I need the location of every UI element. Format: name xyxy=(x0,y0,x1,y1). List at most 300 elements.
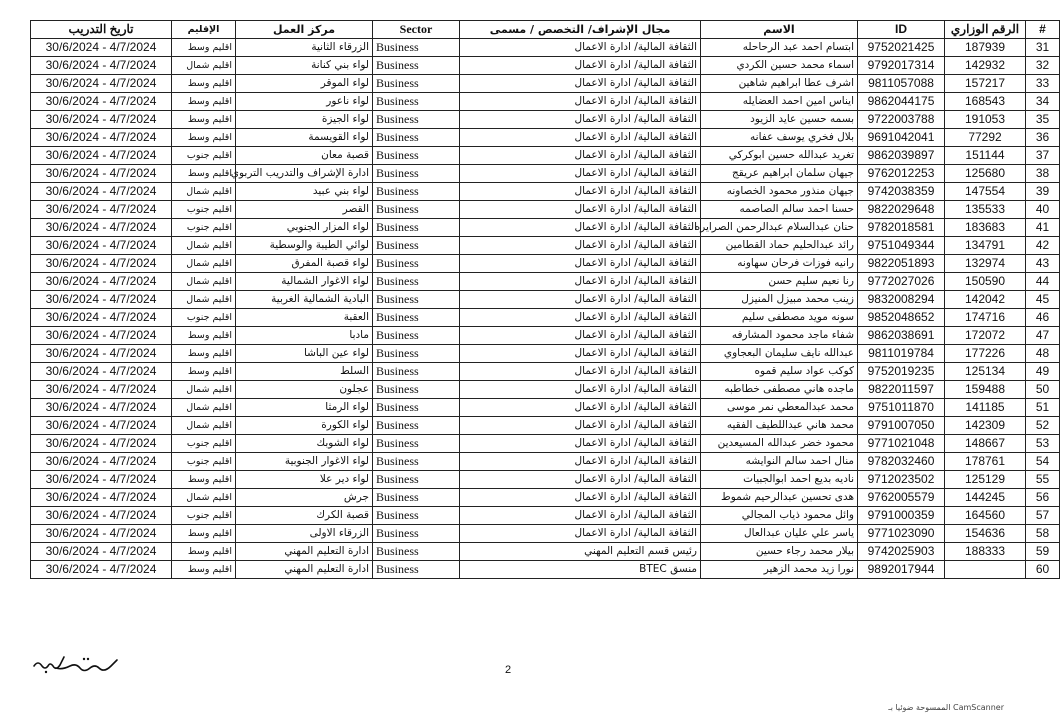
table-body xyxy=(31,39,1060,579)
cell-training-date: 30/6/2024 - 4/7/2024 xyxy=(31,93,172,111)
table-row xyxy=(31,39,1060,57)
cell-region: اقليم جنوب xyxy=(172,453,236,471)
cell-index: 60 xyxy=(1026,561,1060,579)
cell-sector: Business xyxy=(373,237,460,255)
cell-work-center: لواء قصبة المفرق xyxy=(236,255,373,273)
cell-sector: Business xyxy=(373,255,460,273)
cell-training-date: 30/6/2024 - 4/7/2024 xyxy=(31,165,172,183)
cell-index: 57 xyxy=(1026,507,1060,525)
cell-specialization: الثقافة المالية/ ادارة الاعمال xyxy=(460,489,701,507)
cell-name: رانيه فوزات فرحان سهاونه xyxy=(701,255,858,273)
cell-region: اقليم شمال xyxy=(172,255,236,273)
table-row xyxy=(31,417,1060,435)
table-row xyxy=(31,219,1060,237)
cell-specialization: الثقافة المالية/ ادارة الاعمال xyxy=(460,273,701,291)
table-row xyxy=(31,381,1060,399)
cell-index: 35 xyxy=(1026,111,1060,129)
cell-sector: Business xyxy=(373,327,460,345)
cell-name: جيهان سلمان ابراهيم عريقج xyxy=(701,165,858,183)
cell-name: بلال فخري يوسف عفانه xyxy=(701,129,858,147)
cell-region: اقليم شمال xyxy=(172,381,236,399)
cell-id: 9862039897 xyxy=(858,147,945,165)
cell-ministry-number: 141185 xyxy=(945,399,1026,417)
cell-id: 9772027026 xyxy=(858,273,945,291)
cell-id: 9892017944 xyxy=(858,561,945,579)
header-specialization: مجال الإشراف/ التخصص / مسمى xyxy=(460,21,701,39)
cell-work-center: عجلون xyxy=(236,381,373,399)
cell-index: 38 xyxy=(1026,165,1060,183)
cell-index: 47 xyxy=(1026,327,1060,345)
cell-name: عبدالله نايف سليمان البعجاوي xyxy=(701,345,858,363)
cell-ministry-number: 168543 xyxy=(945,93,1026,111)
cell-specialization: الثقافة المالية/ ادارة الاعمال xyxy=(460,183,701,201)
cell-sector: Business xyxy=(373,39,460,57)
table-row xyxy=(31,363,1060,381)
cell-work-center: لواء الاغوار الشمالية xyxy=(236,273,373,291)
cell-id: 9751049344 xyxy=(858,237,945,255)
cell-sector: Business xyxy=(373,129,460,147)
cell-work-center: لواء القويسمة xyxy=(236,129,373,147)
cell-work-center: لواء دير علا xyxy=(236,471,373,489)
cell-sector: Business xyxy=(373,291,460,309)
cell-name: اشرف عطا ابراهيم شاهين xyxy=(701,75,858,93)
cell-work-center: الزرقاء الاولى xyxy=(236,525,373,543)
cell-ministry-number: 132974 xyxy=(945,255,1026,273)
cell-region: اقليم جنوب xyxy=(172,435,236,453)
cell-work-center: لواء الرمثا xyxy=(236,399,373,417)
cell-ministry-number xyxy=(945,561,1026,579)
cell-region: اقليم جنوب xyxy=(172,309,236,327)
cell-index: 31 xyxy=(1026,39,1060,57)
cell-sector: Business xyxy=(373,507,460,525)
cell-ministry-number: 177226 xyxy=(945,345,1026,363)
cell-index: 45 xyxy=(1026,291,1060,309)
cell-sector: Business xyxy=(373,489,460,507)
cell-training-date: 30/6/2024 - 4/7/2024 xyxy=(31,561,172,579)
cell-work-center: القصر xyxy=(236,201,373,219)
cell-work-center: ادارة الإشراف والتدريب التربوي xyxy=(236,165,373,183)
table-row xyxy=(31,471,1060,489)
cell-sector: Business xyxy=(373,453,460,471)
cell-id: 9791000359 xyxy=(858,507,945,525)
cell-training-date: 30/6/2024 - 4/7/2024 xyxy=(31,507,172,525)
cell-id: 9762005579 xyxy=(858,489,945,507)
cell-specialization: الثقافة المالية/ ادارة الاعمال xyxy=(460,363,701,381)
cell-index: 37 xyxy=(1026,147,1060,165)
cell-ministry-number: 164560 xyxy=(945,507,1026,525)
header-region: الإقليم xyxy=(172,21,236,39)
cell-name: وائل محمود ذياب المجالي xyxy=(701,507,858,525)
cell-id: 9852048652 xyxy=(858,309,945,327)
table-row xyxy=(31,57,1060,75)
cell-ministry-number: 125134 xyxy=(945,363,1026,381)
cell-specialization: الثقافة المالية/ ادارة الاعمال xyxy=(460,417,701,435)
cell-ministry-number: 154636 xyxy=(945,525,1026,543)
cell-id: 9782018581 xyxy=(858,219,945,237)
cell-name: سونه مويد مصطفى سليم xyxy=(701,309,858,327)
cell-region: اقليم جنوب xyxy=(172,507,236,525)
cell-name: تغريد عبدالله حسين ابوكركي xyxy=(701,147,858,165)
cell-index: 40 xyxy=(1026,201,1060,219)
cell-specialization: منسق BTEC xyxy=(460,561,701,579)
cell-ministry-number: 174716 xyxy=(945,309,1026,327)
cell-name: رائد عبدالحليم حماد القطامين xyxy=(701,237,858,255)
cell-specialization: الثقافة المالية/ ادارة الاعمال xyxy=(460,507,701,525)
cell-training-date: 30/6/2024 - 4/7/2024 xyxy=(31,399,172,417)
cell-id: 9742038359 xyxy=(858,183,945,201)
cell-sector: Business xyxy=(373,57,460,75)
cell-sector: Business xyxy=(373,147,460,165)
cell-index: 54 xyxy=(1026,453,1060,471)
cell-region: اقليم شمال xyxy=(172,417,236,435)
header-sector: Sector xyxy=(373,21,460,39)
cell-region: اقليم شمال xyxy=(172,183,236,201)
table-row xyxy=(31,561,1060,579)
table-row xyxy=(31,129,1060,147)
cell-region: اقليم شمال xyxy=(172,273,236,291)
cell-index: 34 xyxy=(1026,93,1060,111)
cell-index: 42 xyxy=(1026,237,1060,255)
signature-image xyxy=(28,650,123,678)
cell-ministry-number: 178761 xyxy=(945,453,1026,471)
cell-sector: Business xyxy=(373,309,460,327)
cell-ministry-number: 125680 xyxy=(945,165,1026,183)
header-name: الاسم xyxy=(701,21,858,39)
cell-name: منال احمد سالم النوايشه xyxy=(701,453,858,471)
cell-work-center: لواء الموقر xyxy=(236,75,373,93)
cell-specialization: الثقافة المالية/ ادارة الاعمال xyxy=(460,93,701,111)
page-number: 2 xyxy=(505,664,512,676)
cell-training-date: 30/6/2024 - 4/7/2024 xyxy=(31,291,172,309)
table-row xyxy=(31,525,1060,543)
cell-specialization: الثقافة المالية/ ادارة الاعمال xyxy=(460,327,701,345)
cell-name: ماجده هاني مصطفى خطاطبه xyxy=(701,381,858,399)
cell-name: بسمه حسين عايد الزيود xyxy=(701,111,858,129)
cell-id: 9762012253 xyxy=(858,165,945,183)
cell-work-center: لواء عين الباشا xyxy=(236,345,373,363)
cell-region: اقليم وسط xyxy=(172,111,236,129)
table-row xyxy=(31,75,1060,93)
cell-work-center: لواء الكورة xyxy=(236,417,373,435)
cell-ministry-number: 187939 xyxy=(945,39,1026,57)
cell-sector: Business xyxy=(373,183,460,201)
table-row xyxy=(31,507,1060,525)
cell-id: 9691042041 xyxy=(858,129,945,147)
table-row xyxy=(31,93,1060,111)
cell-ministry-number: 77292 xyxy=(945,129,1026,147)
cell-name: نورا زيد محمد الزهير xyxy=(701,561,858,579)
header-id: ID xyxy=(858,21,945,39)
cell-specialization: الثقافة المالية/ ادارة الاعمال xyxy=(460,147,701,165)
cell-sector: Business xyxy=(373,201,460,219)
cell-specialization: الثقافة المالية/ ادارة الاعمال xyxy=(460,471,701,489)
table-row xyxy=(31,237,1060,255)
cell-training-date: 30/6/2024 - 4/7/2024 xyxy=(31,417,172,435)
participants-table xyxy=(30,20,1060,579)
cell-ministry-number: 183683 xyxy=(945,219,1026,237)
cell-training-date: 30/6/2024 - 4/7/2024 xyxy=(31,39,172,57)
cell-region: اقليم جنوب xyxy=(172,219,236,237)
cell-ministry-number: 157217 xyxy=(945,75,1026,93)
header-work-center: مركز العمل xyxy=(236,21,373,39)
cell-work-center: السلط xyxy=(236,363,373,381)
cell-ministry-number: 151144 xyxy=(945,147,1026,165)
cell-id: 9822011597 xyxy=(858,381,945,399)
cell-work-center: لواء الشوبك xyxy=(236,435,373,453)
table-row xyxy=(31,399,1060,417)
cell-sector: Business xyxy=(373,525,460,543)
cell-work-center: العقبة xyxy=(236,309,373,327)
cell-region: اقليم وسط xyxy=(172,327,236,345)
cell-specialization: الثقافة المالية/ ادارة الاعمال xyxy=(460,57,701,75)
participants-sheet xyxy=(30,20,1050,579)
cell-name: ايناس امين احمد العضايله xyxy=(701,93,858,111)
cell-name: حنان عبدالسلام عبدالرحمن الصرايره xyxy=(701,219,858,237)
cell-work-center: البادية الشمالية الغربية xyxy=(236,291,373,309)
cell-name: شفاء ماجد محمود المشارفه xyxy=(701,327,858,345)
cell-training-date: 30/6/2024 - 4/7/2024 xyxy=(31,255,172,273)
cell-sector: Business xyxy=(373,471,460,489)
cell-name: زينب محمد مبيزل المنيزل xyxy=(701,291,858,309)
cell-id: 9771021048 xyxy=(858,435,945,453)
cell-specialization: الثقافة المالية/ ادارة الاعمال xyxy=(460,453,701,471)
cell-name: ناديه بديع احمد ابوالجبيات xyxy=(701,471,858,489)
cell-region: اقليم وسط xyxy=(172,345,236,363)
table-row xyxy=(31,111,1060,129)
cell-specialization: الثقافة المالية/ ادارة الاعمال xyxy=(460,525,701,543)
cell-specialization: الثقافة المالية/ ادارة الاعمال xyxy=(460,237,701,255)
table-row xyxy=(31,327,1060,345)
cell-work-center: مادبا xyxy=(236,327,373,345)
cell-index: 58 xyxy=(1026,525,1060,543)
cell-region: اقليم شمال xyxy=(172,399,236,417)
cell-specialization: الثقافة المالية/ ادارة الاعمال xyxy=(460,309,701,327)
cell-training-date: 30/6/2024 - 4/7/2024 xyxy=(31,435,172,453)
cell-specialization: الثقافة المالية/ ادارة الاعمال xyxy=(460,111,701,129)
table-row xyxy=(31,489,1060,507)
cell-name: ابتسام احمد عبد الرحاحله xyxy=(701,39,858,57)
cell-id: 9722003788 xyxy=(858,111,945,129)
cell-ministry-number: 148667 xyxy=(945,435,1026,453)
cell-training-date: 30/6/2024 - 4/7/2024 xyxy=(31,525,172,543)
table-row xyxy=(31,147,1060,165)
table-row xyxy=(31,255,1060,273)
cell-training-date: 30/6/2024 - 4/7/2024 xyxy=(31,309,172,327)
cell-id: 9782032460 xyxy=(858,453,945,471)
cell-region: اقليم شمال xyxy=(172,489,236,507)
cell-index: 56 xyxy=(1026,489,1060,507)
cell-sector: Business xyxy=(373,93,460,111)
cell-index: 55 xyxy=(1026,471,1060,489)
cell-training-date: 30/6/2024 - 4/7/2024 xyxy=(31,237,172,255)
table-header-row xyxy=(31,21,1060,39)
cell-id: 9742025903 xyxy=(858,543,945,561)
cell-work-center: لواء الجيزة xyxy=(236,111,373,129)
cell-name: اسماء محمد حسين الكردي xyxy=(701,57,858,75)
cell-name: رنا نعيم سليم حسن xyxy=(701,273,858,291)
cell-work-center: ادارة التعليم المهني xyxy=(236,561,373,579)
cell-specialization: الثقافة المالية/ ادارة الاعمال xyxy=(460,291,701,309)
cell-id: 9832008294 xyxy=(858,291,945,309)
cell-name: محمد هاني عبداللطيف الفقيه xyxy=(701,417,858,435)
cell-training-date: 30/6/2024 - 4/7/2024 xyxy=(31,201,172,219)
cell-id: 9822029648 xyxy=(858,201,945,219)
cell-id: 9752019235 xyxy=(858,363,945,381)
cell-specialization: الثقافة المالية/ ادارة الاعمال xyxy=(460,381,701,399)
cell-index: 52 xyxy=(1026,417,1060,435)
header-ministry-number: الرقم الوزاري xyxy=(945,21,1026,39)
cell-training-date: 30/6/2024 - 4/7/2024 xyxy=(31,381,172,399)
cell-training-date: 30/6/2024 - 4/7/2024 xyxy=(31,111,172,129)
table-row xyxy=(31,309,1060,327)
cell-region: اقليم وسط xyxy=(172,471,236,489)
cell-region: اقليم وسط xyxy=(172,561,236,579)
header-training-date: تاريخ التدريب xyxy=(31,21,172,39)
cell-training-date: 30/6/2024 - 4/7/2024 xyxy=(31,543,172,561)
cell-region: اقليم وسط xyxy=(172,129,236,147)
cell-index: 43 xyxy=(1026,255,1060,273)
cell-index: 36 xyxy=(1026,129,1060,147)
cell-ministry-number: 142932 xyxy=(945,57,1026,75)
table-row xyxy=(31,201,1060,219)
cell-index: 48 xyxy=(1026,345,1060,363)
cell-id: 9712023502 xyxy=(858,471,945,489)
cell-specialization: الثقافة المالية/ ادارة الاعمال xyxy=(460,255,701,273)
cell-index: 50 xyxy=(1026,381,1060,399)
cell-ministry-number: 144245 xyxy=(945,489,1026,507)
cell-region: اقليم شمال xyxy=(172,57,236,75)
cell-sector: Business xyxy=(373,111,460,129)
cell-id: 9751011870 xyxy=(858,399,945,417)
cell-training-date: 30/6/2024 - 4/7/2024 xyxy=(31,147,172,165)
cell-name: بيلار محمد رجاء حسين xyxy=(701,543,858,561)
cell-sector: Business xyxy=(373,345,460,363)
cell-region: اقليم وسط xyxy=(172,543,236,561)
cell-sector: Business xyxy=(373,363,460,381)
cell-region: اقليم جنوب xyxy=(172,147,236,165)
header-index: # xyxy=(1026,21,1060,39)
cell-region: اقليم وسط xyxy=(172,363,236,381)
cell-work-center: قصبة الكرك xyxy=(236,507,373,525)
cell-work-center: لوائي الطيبة والوسطية xyxy=(236,237,373,255)
cell-name: ياسر علي عليان عبدالعال xyxy=(701,525,858,543)
cell-id: 9792017314 xyxy=(858,57,945,75)
cell-name: حسنا احمد سالم الصاصمه xyxy=(701,201,858,219)
cell-work-center: جرش xyxy=(236,489,373,507)
cell-id: 9811057088 xyxy=(858,75,945,93)
cell-index: 32 xyxy=(1026,57,1060,75)
cell-specialization: الثقافة المالية/ ادارة الاعمال xyxy=(460,129,701,147)
cell-work-center: لواء المزار الجنوبي xyxy=(236,219,373,237)
cell-training-date: 30/6/2024 - 4/7/2024 xyxy=(31,363,172,381)
cell-index: 39 xyxy=(1026,183,1060,201)
cell-specialization: الثقافة المالية/ ادارة الاعمال xyxy=(460,399,701,417)
cell-sector: Business xyxy=(373,417,460,435)
cell-training-date: 30/6/2024 - 4/7/2024 xyxy=(31,327,172,345)
cell-ministry-number: 135533 xyxy=(945,201,1026,219)
table-row xyxy=(31,273,1060,291)
cell-work-center: ادارة التعليم المهني xyxy=(236,543,373,561)
table-row xyxy=(31,345,1060,363)
cell-work-center: لواء ناعور xyxy=(236,93,373,111)
cell-region: اقليم وسط xyxy=(172,93,236,111)
cell-sector: Business xyxy=(373,381,460,399)
cell-specialization: الثقافة المالية/ ادارة الاعمال xyxy=(460,345,701,363)
cell-specialization: الثقافة المالية/ ادارة الاعمال xyxy=(460,39,701,57)
cell-region: اقليم شمال xyxy=(172,291,236,309)
cell-index: 44 xyxy=(1026,273,1060,291)
cell-id: 9822051893 xyxy=(858,255,945,273)
cell-ministry-number: 191053 xyxy=(945,111,1026,129)
table-row xyxy=(31,435,1060,453)
cell-specialization: رئيس قسم التعليم المهني xyxy=(460,543,701,561)
cell-ministry-number: 188333 xyxy=(945,543,1026,561)
cell-sector: Business xyxy=(373,273,460,291)
cell-ministry-number: 134791 xyxy=(945,237,1026,255)
cell-region: اقليم وسط xyxy=(172,39,236,57)
cell-name: محمود خضر عبدالله المسيعدين xyxy=(701,435,858,453)
cell-training-date: 30/6/2024 - 4/7/2024 xyxy=(31,453,172,471)
cell-sector: Business xyxy=(373,435,460,453)
cell-training-date: 30/6/2024 - 4/7/2024 xyxy=(31,183,172,201)
cell-work-center: لواء بني عبيد xyxy=(236,183,373,201)
cell-region: اقليم جنوب xyxy=(172,201,236,219)
cell-index: 41 xyxy=(1026,219,1060,237)
cell-specialization: الثقافة المالية/ ادارة الاعمال xyxy=(460,201,701,219)
cell-ministry-number: 172072 xyxy=(945,327,1026,345)
cell-ministry-number: 147554 xyxy=(945,183,1026,201)
cell-work-center: الزرقاء الثانية xyxy=(236,39,373,57)
cell-index: 59 xyxy=(1026,543,1060,561)
cell-region: اقليم وسط xyxy=(172,525,236,543)
table-row xyxy=(31,183,1060,201)
cell-work-center: لواء الاغوار الجنوبية xyxy=(236,453,373,471)
cell-training-date: 30/6/2024 - 4/7/2024 xyxy=(31,471,172,489)
cell-training-date: 30/6/2024 - 4/7/2024 xyxy=(31,129,172,147)
cell-work-center: لواء بني كنانة xyxy=(236,57,373,75)
cell-index: 46 xyxy=(1026,309,1060,327)
cell-region: اقليم شمال xyxy=(172,237,236,255)
cell-training-date: 30/6/2024 - 4/7/2024 xyxy=(31,489,172,507)
cell-id: 9862038691 xyxy=(858,327,945,345)
cell-sector: Business xyxy=(373,561,460,579)
table-row xyxy=(31,291,1060,309)
cell-id: 9752021425 xyxy=(858,39,945,57)
cell-region: اقليم وسط xyxy=(172,75,236,93)
scanner-watermark: الممسوحة ضوئيا بـ CamScanner xyxy=(888,703,1004,712)
cell-sector: Business xyxy=(373,399,460,417)
cell-index: 49 xyxy=(1026,363,1060,381)
cell-sector: Business xyxy=(373,543,460,561)
cell-specialization: الثقافة المالية/ ادارة الاعمال xyxy=(460,219,701,237)
table-row xyxy=(31,453,1060,471)
cell-ministry-number: 159488 xyxy=(945,381,1026,399)
cell-training-date: 30/6/2024 - 4/7/2024 xyxy=(31,345,172,363)
cell-name: جيهان منذور محمود الخصاونه xyxy=(701,183,858,201)
table-row xyxy=(31,165,1060,183)
cell-name: هدى تحسين عبدالرحيم شموط xyxy=(701,489,858,507)
cell-sector: Business xyxy=(373,219,460,237)
cell-name: كوكب عواد سليم قموه xyxy=(701,363,858,381)
cell-specialization: الثقافة المالية/ ادارة الاعمال xyxy=(460,165,701,183)
cell-name: محمد عبدالمعطي نمر موسى xyxy=(701,399,858,417)
table-row xyxy=(31,543,1060,561)
cell-sector: Business xyxy=(373,165,460,183)
cell-specialization: الثقافة المالية/ ادارة الاعمال xyxy=(460,435,701,453)
cell-index: 51 xyxy=(1026,399,1060,417)
cell-ministry-number: 125129 xyxy=(945,471,1026,489)
cell-ministry-number: 142042 xyxy=(945,291,1026,309)
